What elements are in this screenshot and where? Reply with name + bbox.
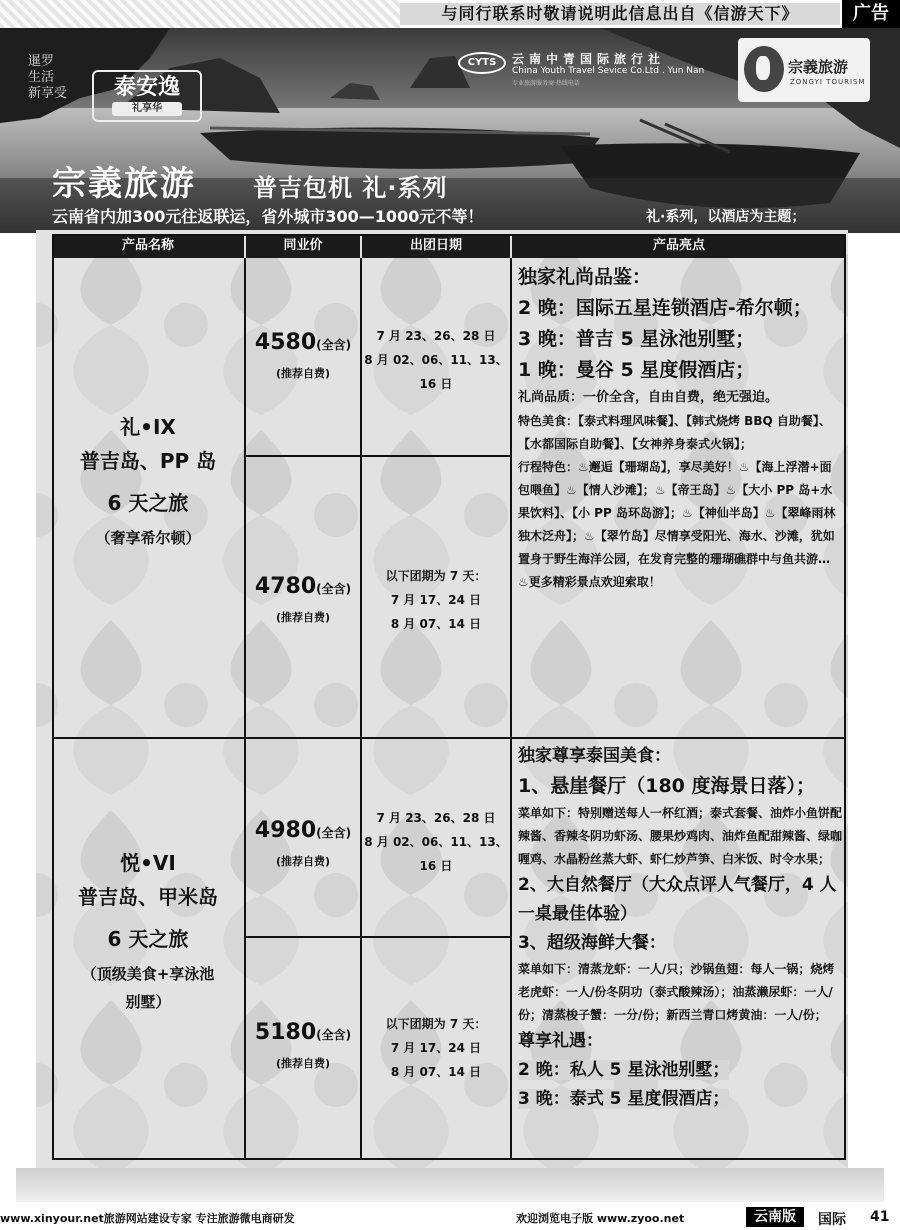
cyts-name-en: China Youth Travel Sevice Co.Ltd . Yun Nan [512, 66, 705, 76]
page-number: 41 [870, 1209, 890, 1225]
price-block: 4780(全含) (推荐自费) [246, 574, 360, 625]
top-bar [0, 0, 900, 28]
highlight-line: 2 晚：国际五星连锁酒店-希尔顿； [518, 297, 812, 319]
product-days: 6 天之旅 [107, 491, 189, 515]
price-value: 4580 [254, 330, 317, 355]
price-block: 4980(全含) (推荐自费) [246, 818, 360, 869]
price-note: (推荐自费) [275, 1057, 331, 1070]
highlight-line: 1 晚：曼谷 5 星度假酒店； [518, 359, 755, 381]
highlight-line: 2、大自然餐厅（大众点评人气餐厅，4 人一桌最佳体验） [518, 875, 837, 924]
highlight-line: 3 晚：泰式 5 星度假酒店； [518, 1089, 730, 1109]
dates-block: 以下团期为 7 天： 7 月 17、24 日 8 月 07、14 日 [385, 569, 487, 631]
footer-bar [0, 1168, 900, 1230]
price-note: (推荐自费) [275, 367, 331, 380]
zongyi-logo: 宗義旅游 ZONGYI TOURISM [738, 38, 870, 102]
footer-band [16, 1168, 884, 1202]
decorative-pattern [0, 0, 400, 28]
product-days: 6 天之旅 [107, 927, 189, 951]
cyts-badge: CYTS [458, 52, 506, 74]
source-notice: 与同行联系时敬请说明此信息出自《信游天下》 [400, 3, 840, 25]
series-subtitle: 普吉包机 礼·系列 [253, 174, 448, 202]
highlight-line: 独家尊享泰国美食： [518, 746, 671, 766]
section-label: 国际 [818, 1212, 846, 1228]
hero-banner [0, 28, 900, 233]
product-1-highlights [518, 262, 842, 594]
header-departure-dates: 出团日期 [362, 234, 510, 258]
cyts-name-cn: 云南中青国际旅行社 [512, 52, 666, 66]
product-2-name-block [52, 850, 244, 1016]
price-value: 5180 [254, 1020, 317, 1045]
product-name: 悦•VI [120, 851, 176, 875]
footer-left-text: www.xinyour.net旅游网站建设专家 专注旅游微电商研发 [0, 1212, 295, 1225]
header-product-name: 产品名称 [52, 234, 244, 258]
highlight-line: 礼尚品质：一价全含，自由自费，绝无强迫。 [518, 390, 779, 405]
highlight-line: 特色美食：【泰式料理风味餐】、【韩式烧烤 BBQ 自助餐】、【水都国际自助餐】、【女神养身泰式火锅】； [518, 414, 831, 451]
highlight-line: 独家礼尚品鉴： [518, 266, 652, 288]
dates-block: 以下团期为 7 天： 7 月 17、24 日 8 月 07、14 日 [385, 1017, 487, 1079]
ad-label: 广告 [842, 0, 900, 28]
tai-anyi-logo: 泰安逸 礼享华 [92, 70, 202, 122]
highlight-line: 菜单如下：特别赠送每人一杯红酒；泰式套餐、油炸小鱼饼配辣酱、香辣冬阴功虾汤、腰果炒鸡肉、油炸鱼配甜辣酱、绿咖喱鸡、水晶粉丝蒸大虾、虾仁炒芦笋、白米饭、时令水果； [518, 806, 843, 866]
product-route: 普吉岛、PP 岛 [79, 449, 217, 473]
header-highlights: 产品亮点 [512, 234, 846, 258]
highlight-line: 3 晚：普吉 5 星泳池别墅； [518, 328, 755, 350]
transport-note: 云南省内加300元往返联运，省外城市300—1000元不等！ [52, 207, 484, 226]
dates-block: 7 月 23、26、28 日 8 月 02、06、11、13、 16 日 [364, 811, 508, 873]
highlight-line: 行程特色：♨邂逅【珊瑚岛】，享尽美好！♨【海上浮潜+面包喂鱼】♨【情人沙滩】；♨【帝王岛】♨【大小 PP 岛+水果饮料】、【小 PP 岛环岛游】；♨【神仙半岛】♨【翠峰雨林独木泛舟】；♨【翠竹岛】尽情享受阳光、海水、沙滩，犹如置身于野生海洋公园，在发育完整的珊瑚礁群中与鱼共游… [518, 460, 836, 566]
price-value: 4980 [254, 818, 317, 843]
region-badge: 云南版 [746, 1207, 804, 1227]
highlight-line: 2 晚：私人 5 星泳池别墅； [518, 1060, 730, 1080]
series-note: 礼·系列，以酒店为主题； [646, 209, 806, 225]
side-calligraphy: 暹罗 生活 新享受 [28, 54, 68, 101]
footprint-icon [744, 46, 784, 92]
highlight-line: 尊享礼遇： [518, 1031, 603, 1051]
product-2-highlights [518, 742, 842, 1114]
price-value: 4780 [254, 574, 317, 599]
highlight-line: 菜单如下：清蒸龙虾：一人/只；沙锅鱼翅：每人一锅；烧烤老虎虾：一人/份冬阴功（泰式酸辣汤）；油蒸濑尿虾：一人/份；清蒸梭子蟹：一分/份；新西兰青口烤黄油：一人/份； [518, 962, 835, 1022]
price-block: 4580(全含) (推荐自费) [246, 330, 360, 381]
brand-title: 宗義旅游 [52, 164, 196, 204]
footer-site-text: 欢迎浏览电子版 www.zyoo.net [516, 1212, 685, 1225]
product-tag: （顶级美食+享泳池别墅） [81, 965, 215, 1011]
dates-block: 7 月 23、26、28 日 8 月 02、06、11、13、 16 日 [364, 329, 508, 391]
highlight-line: 3、超级海鲜大餐： [518, 933, 666, 953]
product-table-frame [36, 230, 848, 1168]
product-route: 普吉岛、甲米岛 [78, 885, 218, 909]
cyts-logo [458, 48, 733, 94]
price-note: (推荐自费) [275, 611, 331, 624]
product-1-name-block [52, 414, 244, 552]
header-trade-price: 同业价 [246, 234, 360, 258]
product-tag: （奢享希尔顿） [95, 529, 201, 547]
product-name: 礼•IX [120, 415, 176, 439]
product-table [52, 234, 846, 1160]
cyts-fine-print: 专业旅游服务商·热线电话 [512, 80, 580, 87]
price-block: 5180(全含) (推荐自费) [246, 1020, 360, 1071]
price-note: (推荐自费) [275, 855, 331, 868]
highlight-line: ♨更多精彩景点欢迎索取！ [518, 575, 661, 589]
highlight-line: 1、悬崖餐厅（180 度海景日落）； [518, 775, 815, 797]
